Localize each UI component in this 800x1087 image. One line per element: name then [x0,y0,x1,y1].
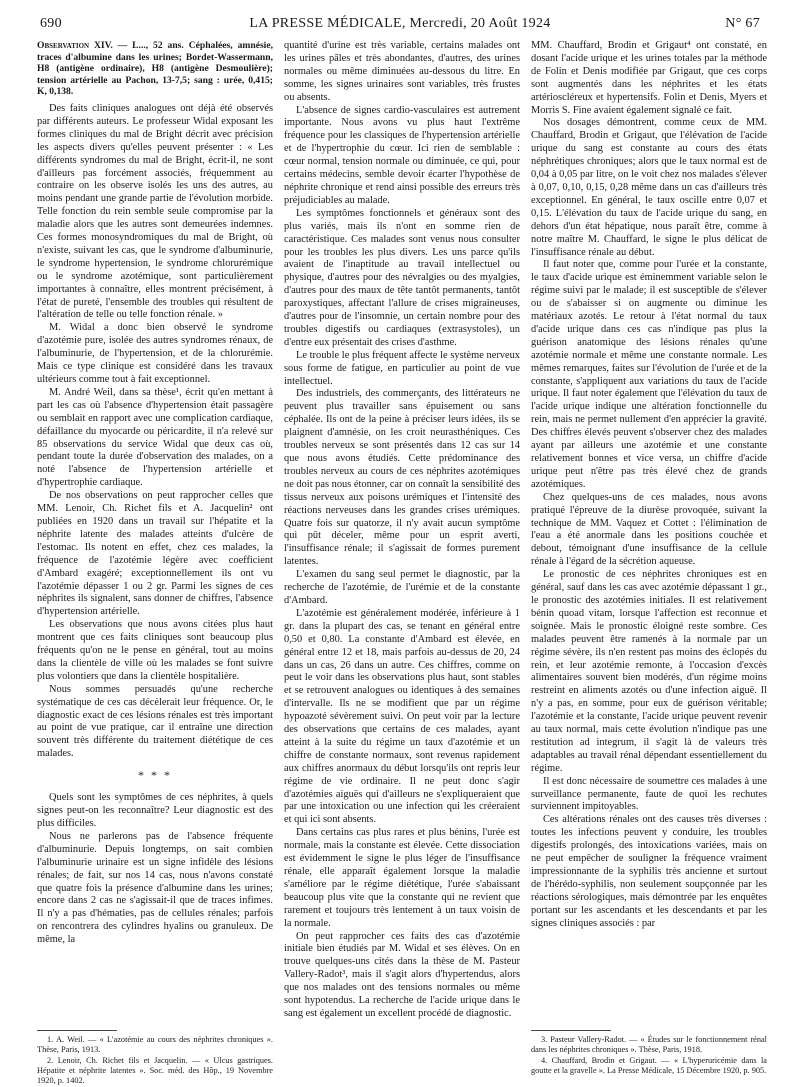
observation-heading [37,40,273,98]
paragraph: De nos observations on peut rapprocher celles que MM. Lenoir, Ch. Richet fils et A. Jacquelin² ont publiées en 1920 dans un travail sur l'hépatite et la néphrite latente des malades atteints d'ulcère de l'estomac. Ils notent en effet, chez ces malades, la fréquence de l'azotémie légère avec coefficient d'Ambard exagéré; exceptionnellement ils ont vu l'azotémie dépasser 1 ou 2 gr. Parmi les signes de ces néphrites ils signalent, sans donner de chiffres, l'absence d'hypertension artérielle. [37,490,273,618]
observation-label: Observation XIV. [37,40,113,51]
paragraph: Le pronostic de ces néphrites chroniques est en général, sauf dans les cas avec azotémie dépassant 1 gr., le pronostic des azotémies initiales. Il est relativement bénin quoad vitam, lorsque l'affection est reconnue et soignée. Mais le pronostic éloigné reste sombre. Ces malades peuvent être ramenés à la normale par un régime sévère, ils n'en restent pas moins des éclopés du rein, et leur azotémie remonte, à l'occasion d'excès alimentaires souvent bien modérés, d'un régime moins restreint en aliments azotés ou d'une infection aiguë. Il n'y a pas, en somme, pour eux de guérison véritable; l'azotémie et la constante, l'acide urique peuvent revenir au taux normal, mais cette évolution n'indique pas une restitution ad integrum, il s'agit là de valeurs très adaptables au travail rénal dépendant essentiellement du régime. [531,569,767,774]
paragraph: Nous ne parlerons pas de l'absence fréquente d'albuminurie. Depuis longtemps, on sait combien l'albuminurie urinaire est un signe infidèle des lésions rénales; de fait, sur nos 14 cas, nous n'avons constaté que quatre fois la présence d'albumine dans les urines; encore dans 2 cas ne s'agissait-il que de traces infimes. Il n'y a pas d'hématies, pas de cellules rénales; parfois on rencontrera des cylindres hyalins ou granuleux. De même, la [37,830,273,946]
paragraph: Des industriels, des commerçants, des littérateurs ne peuvent plus travailler sans épuisement ou sans céphalée. Ils ont de la peine à préciser leurs idées, ils se plaignent d'amnésie, on les croit neurasthéniques. Ces troubles nerveux se sont présentés dans 12 cas sur 14 que nous avons étudiés. Cette prédominance des troubles nerveux au cours de ces néphrites azotémiques ne doit pas nous étonner, car on connaît la sensibilité des tissus nerveux aux poisons urémiques et l'intensité des réactions nerveuses dans les grandes crises urémiques. Quatre fois sur quatorze, il n'y avait aucun symptôme qui pût déceler, même pour un esprit averti, l'insuffisance rénale; il s'agissait de formes purement latentes. [284,388,520,568]
paragraph: M. André Weil, dans sa thèse¹, écrit qu'en mettant à part les cas où l'absence d'hypertension était passagère ou semblait en rapport avec une complication cardiaque, défaillance du myocarde ou péricardite, il n'a relevé sur 85 observations du service Widal que deux cas où, pendant toute la durée d'observation des malades, on a noté l'absence de l'hypertension artérielle et d'hypertrophie cardiaque. [37,386,273,489]
paragraph: M. Widal a donc bien observé le syndrome d'azotémie pure, isolée des autres syndromes rénaux, de l'albuminurie, de l'hypertension, et de la chlorurémie. Mais ce type clinique est considéré dans les travaux ultérieurs comme tout à fait exceptionnel. [37,322,273,385]
paragraph: L'absence de signes cardio-vasculaires est autrement importante. Nous avons vu plus haut l'extrême fréquence pour les classiques de l'hypertension artérielle et de l'hypertrophie du cœur. Ici rien de semblable : cœur normal, tension normale ou diminuée, ce qui, pour certains médecins, semble devoir écarter l'hypothèse de néphrite chronique et rend ainsi possible des erreurs très préjudiciables au malade. [284,104,520,206]
paragraph: Quels sont les symptômes de ces néphrites, à quels signes peut-on les reconnaître? Leur diagnostic est des plus difficiles. [37,792,273,829]
footnote-rule [531,1030,611,1031]
paragraph: Nous sommes persuadés qu'une recherche systématique de ces cas décèlerait leur fréquence. Or, le diagnostic exact de ces lésions rénales est très important au point de vue pratique, car il entraîne une direction souvent très différente du traitement diététique de ces malades. [37,683,273,760]
paragraph: Ces altérations rénales ont des causes très diverses : toutes les infections peuvent y conduire, les troubles digestifs prolongés, des intoxications variées, mais on ne peut empêcher de souligner la fréquence vraiment impressionnante de la syphilis très ancienne et surtout de l'hérédo-syphilis, non seulement soupçonnée par les réactions sérologiques, mais démontrée par les enquêtes portant sur les ascendants et les descendants et par les signes cliniques associés : par [531,814,767,929]
paragraph: On peut rapprocher ces faits des cas d'azotémie initiale bien étudiés par M. Widal et ses élèves. On en trouve quelques-uns cités dans la thèse de M. Pasteur Vallery-Radot³, mais il s'agit alors d'hypertendus, alors que nos malades ont des tensions normales ou même sont hypotendus. La recherche de l'acide urique dans le sang est également un excellent procédé de diagnostic. [284,930,520,1019]
paragraph: Nos dosages démontrent, comme ceux de MM. Chauffard, Brodin et Grigaut, que l'élévation de l'acide urique du sang est constante au cours des états néphrétiques chroniques; alors que le taux normal est de 0,04 à 0,05 par litre, on le voit chez nos malades s'élever à 0,07, 0,10, 0,15, 0,28 même dans un cas d'ailleurs très exceptionnel. En général, le taux oscille entre 0,07 et 0,15. L'élévation du taux de l'acide urique du sang, en dehors d'un état hépatique, nous paraît être, comme à notre maître M. Chauffard, le signe le plus délicat de l'insuffisance rénale au début. [531,117,767,258]
paragraph: Chez quelques-uns de ces malades, nous avons pratiqué l'épreuve de la diurèse provoquée, suivant la technique de MM. Vaquez et Cottet : l'élimination de l'eau a été anormale dans les positions couchée et debout, témoignant d'une insuffisance de la cellule rénale à l'égard de la sécrétion aqueuse. [531,491,767,568]
page-header [40,14,760,36]
journal-title: LA PRESSE MÉDICALE, Mercredi, 20 Août 1924 [249,16,551,31]
column-3 [531,40,767,931]
paragraph: Les observations que nous avons citées plus haut montrent que ces faits cliniques sont beaucoup plus fréquents qu'on ne le pense en général, tout au moins dans la clientèle de ville où les malades se font suivre plus volontiers que dans la clientèle hospitalière. [37,619,273,682]
issue-number: N° 67 [725,16,760,31]
footnote: 3. Pasteur Vallery-Radot. — « Études sur le fonctionnement rénal dans les néphrites chroniques ». Thèse, Paris, 1918. [531,1035,767,1054]
paragraph: Dans certains cas plus rares et plus bénins, l'urée est normale, mais la constante est élevée. Cette dissociation est évidemment le signe le plus léger de l'insuffisance rénale, elle apparaît également lorsque la maladie s'améliore par le régime diététique, l'urée s'abaissant beaucoup plus vite que la constante qui ne revient que rarement et toujours très lentement à un taux voisin de la normale. [284,827,520,929]
paragraph: L'examen du sang seul permet le diagnostic, par la recherche de l'azotémie, de l'urémie et de la constante d'Ambard. [284,569,520,606]
column-1 [37,40,273,947]
page-number: 690 [40,16,62,31]
paragraph: L'azotémie est généralement modérée, inférieure à 1 gr. dans la plupart des cas, se tenant en général entre 0,50 et 0,80. La constante d'Ambard est élevée, en général entre 12 et 18, mais parfois au-dessus de 20, 24 dans un cas, 26 dans un autre. Ces chiffres, comme on peut le voir dans les observations plus haut, sont stables et se retrouvent analogues ou identiques à des semaines d'intervalle. Ils ne se modifient que par un régime hypoazoté sévèrement suivi. On peut voir par la lecture des observations que certains de ces malades, ayant atteint à la suite du régime un taux d'azotémie et un chiffre de constante normaux, sont revenus rapidement aux chiffres anormaux du début lorsqu'ils ont repris leur régime de vie ordinaire. Il ne peut donc s'agir d'azotémies aiguës qui d'ailleurs ne s'expliqueraient que par une intoxication ou une infection qui les créeraient et qui ici sont absents. [284,607,520,826]
footnote: 4. Chauffard, Brodin et Grigaut. — « L'hyperuricémie dans la goutte et la gravelle ». La Presse Médicale, 15 Décembre 1920, p. 905. [531,1056,767,1075]
paragraph: Il est donc nécessaire de soumettre ces malades à une surveillance permanente, faute de quoi les rechutes surviennent impitoyables. [531,775,767,813]
footnote-rule [37,1030,117,1031]
paragraph: Les symptômes fonctionnels et généraux sont des plus variés, mais ils n'ont en somme rien de caractéristique. Ces malades sont venus nous consulter pour les troubles les plus divers. Les uns parce qu'ils avaient de l'inaptitude au travail intellectuel ou physique, d'autres pour des névralgies ou des myalgies, d'autres pour des maux de tête tantôt permanents, tantôt paroxystiques, affectant l'allure de crises migraineuses, d'autres pour de l'insomnie, un certain nombre pour des troubles digestifs ou cardiaques (extrasystoles), un d'entre eux présentait des crises d'asthme. [284,207,520,348]
column-2 [284,40,520,1021]
footnote: 2. Lenoir, Ch. Richet fils et Jacquelin. — « Ulcus gastriques. Hépatite et néphrite latentes ». Soc. méd. des Hôp., 19 Novembre 1920, p. 1402. [37,1056,273,1085]
observation-text: — L..., 52 ans. Céphalées, amnésie, traces d'albumine dans les urines; Bordet-Wassermann, H8 (antigène ordinaire), H8 (antigène Desmoulière); tension artérielle au Pachon, 13-7,5; sang : urée, 0,415; K, 0,138. [37,40,274,98]
paragraph: Il faut noter que, comme pour l'urée et la constante, le taux d'acide urique est éminemment variable selon le régime suivi par le malade; il est susceptible de s'élever ou de s'abaisser si on augmente ou diminue les matériaux azotés. Le retour à l'état normal du taux d'acide urique dans ces cas n'indique pas plus la guérison anatomique des lésions rénales qu'une azotémie normale et même une constante normale. Les mêmes remarques, faites sur l'évolution de l'urée et de la constante, s'appliquent aux variations du taux de l'acide urique. Il faut noter également que l'élévation du taux de l'acide urique indique une altération fonctionnelle du rein, mais ne permet nullement d'en apprécier la gravité. Des chiffres élevés peuvent s'observer chez des malades ayant par ailleurs une azotémie et une constante relativement bonnes et vice versa, un chiffre d'acide urique peut n'être pas très élevé chez de grands azotémiques. [531,259,767,490]
asterism: * * * [138,768,172,783]
footnotes-left [37,1035,273,1087]
footnote: 1. A. Weil. — « L'azotémie au cours des néphrites chroniques ». Thèse, Paris, 1913. [37,1035,273,1054]
paragraph: Le trouble le plus fréquent affecte le système nerveux sous forme de fatigue, en particulier au point de vue intellectuel. [284,349,520,387]
paragraph: Des faits cliniques analogues ont déjà été observés par différents auteurs. Le professeur Widal exposant les formes cliniques du mal de Bright décrit avec précision les aspects divers qu'elles peuvent présenter : « Les différents syndromes du mal de Bright, écrit-il, ne sont d'ailleurs pas forcément associés, fréquemment au contraire on les observe isolés les uns des autres, au moins pendant une grande partie de l'évolution morbide. Telle fonction du rein semble seule compromise par la maladie alors que les autres sont demeurées indemnes. Ces formes monosyndromiques du mal de Bright, où n'existe, suivant les cas, que le syndrome d'albuminurie, le syndrome hypertension, le syndrome chlorurémique ou le syndrome azotémique, sont particulièrement importantes à connaître, elles montrent précisément, à l'état de pureté, l'ensemble des troubles qui résultent de l'altération de telle ou telle fonction rénale. » [37,102,273,321]
paragraph: MM. Chauffard, Brodin et Grigaut⁴ ont constaté, en dosant l'acide urique et les urines totales par la méthode de Folin et Denis modifiée par Grigaut, que ces corps sont augmentés dans les néphrites et les états artérioscléreux et hypertensifs. Folin et Denis, Myers et Morris S. Fine avaient également signalé ce fait. [531,40,767,116]
paragraph: quantité d'urine est très variable, certains malades ont les urines pâles et très abondantes, d'autres, des urines normales ou même diminuées au-dessous du litre. En somme, les signes urinaires sont variables, très frustes ou absents. [284,40,520,103]
footnotes-right [531,1035,767,1077]
